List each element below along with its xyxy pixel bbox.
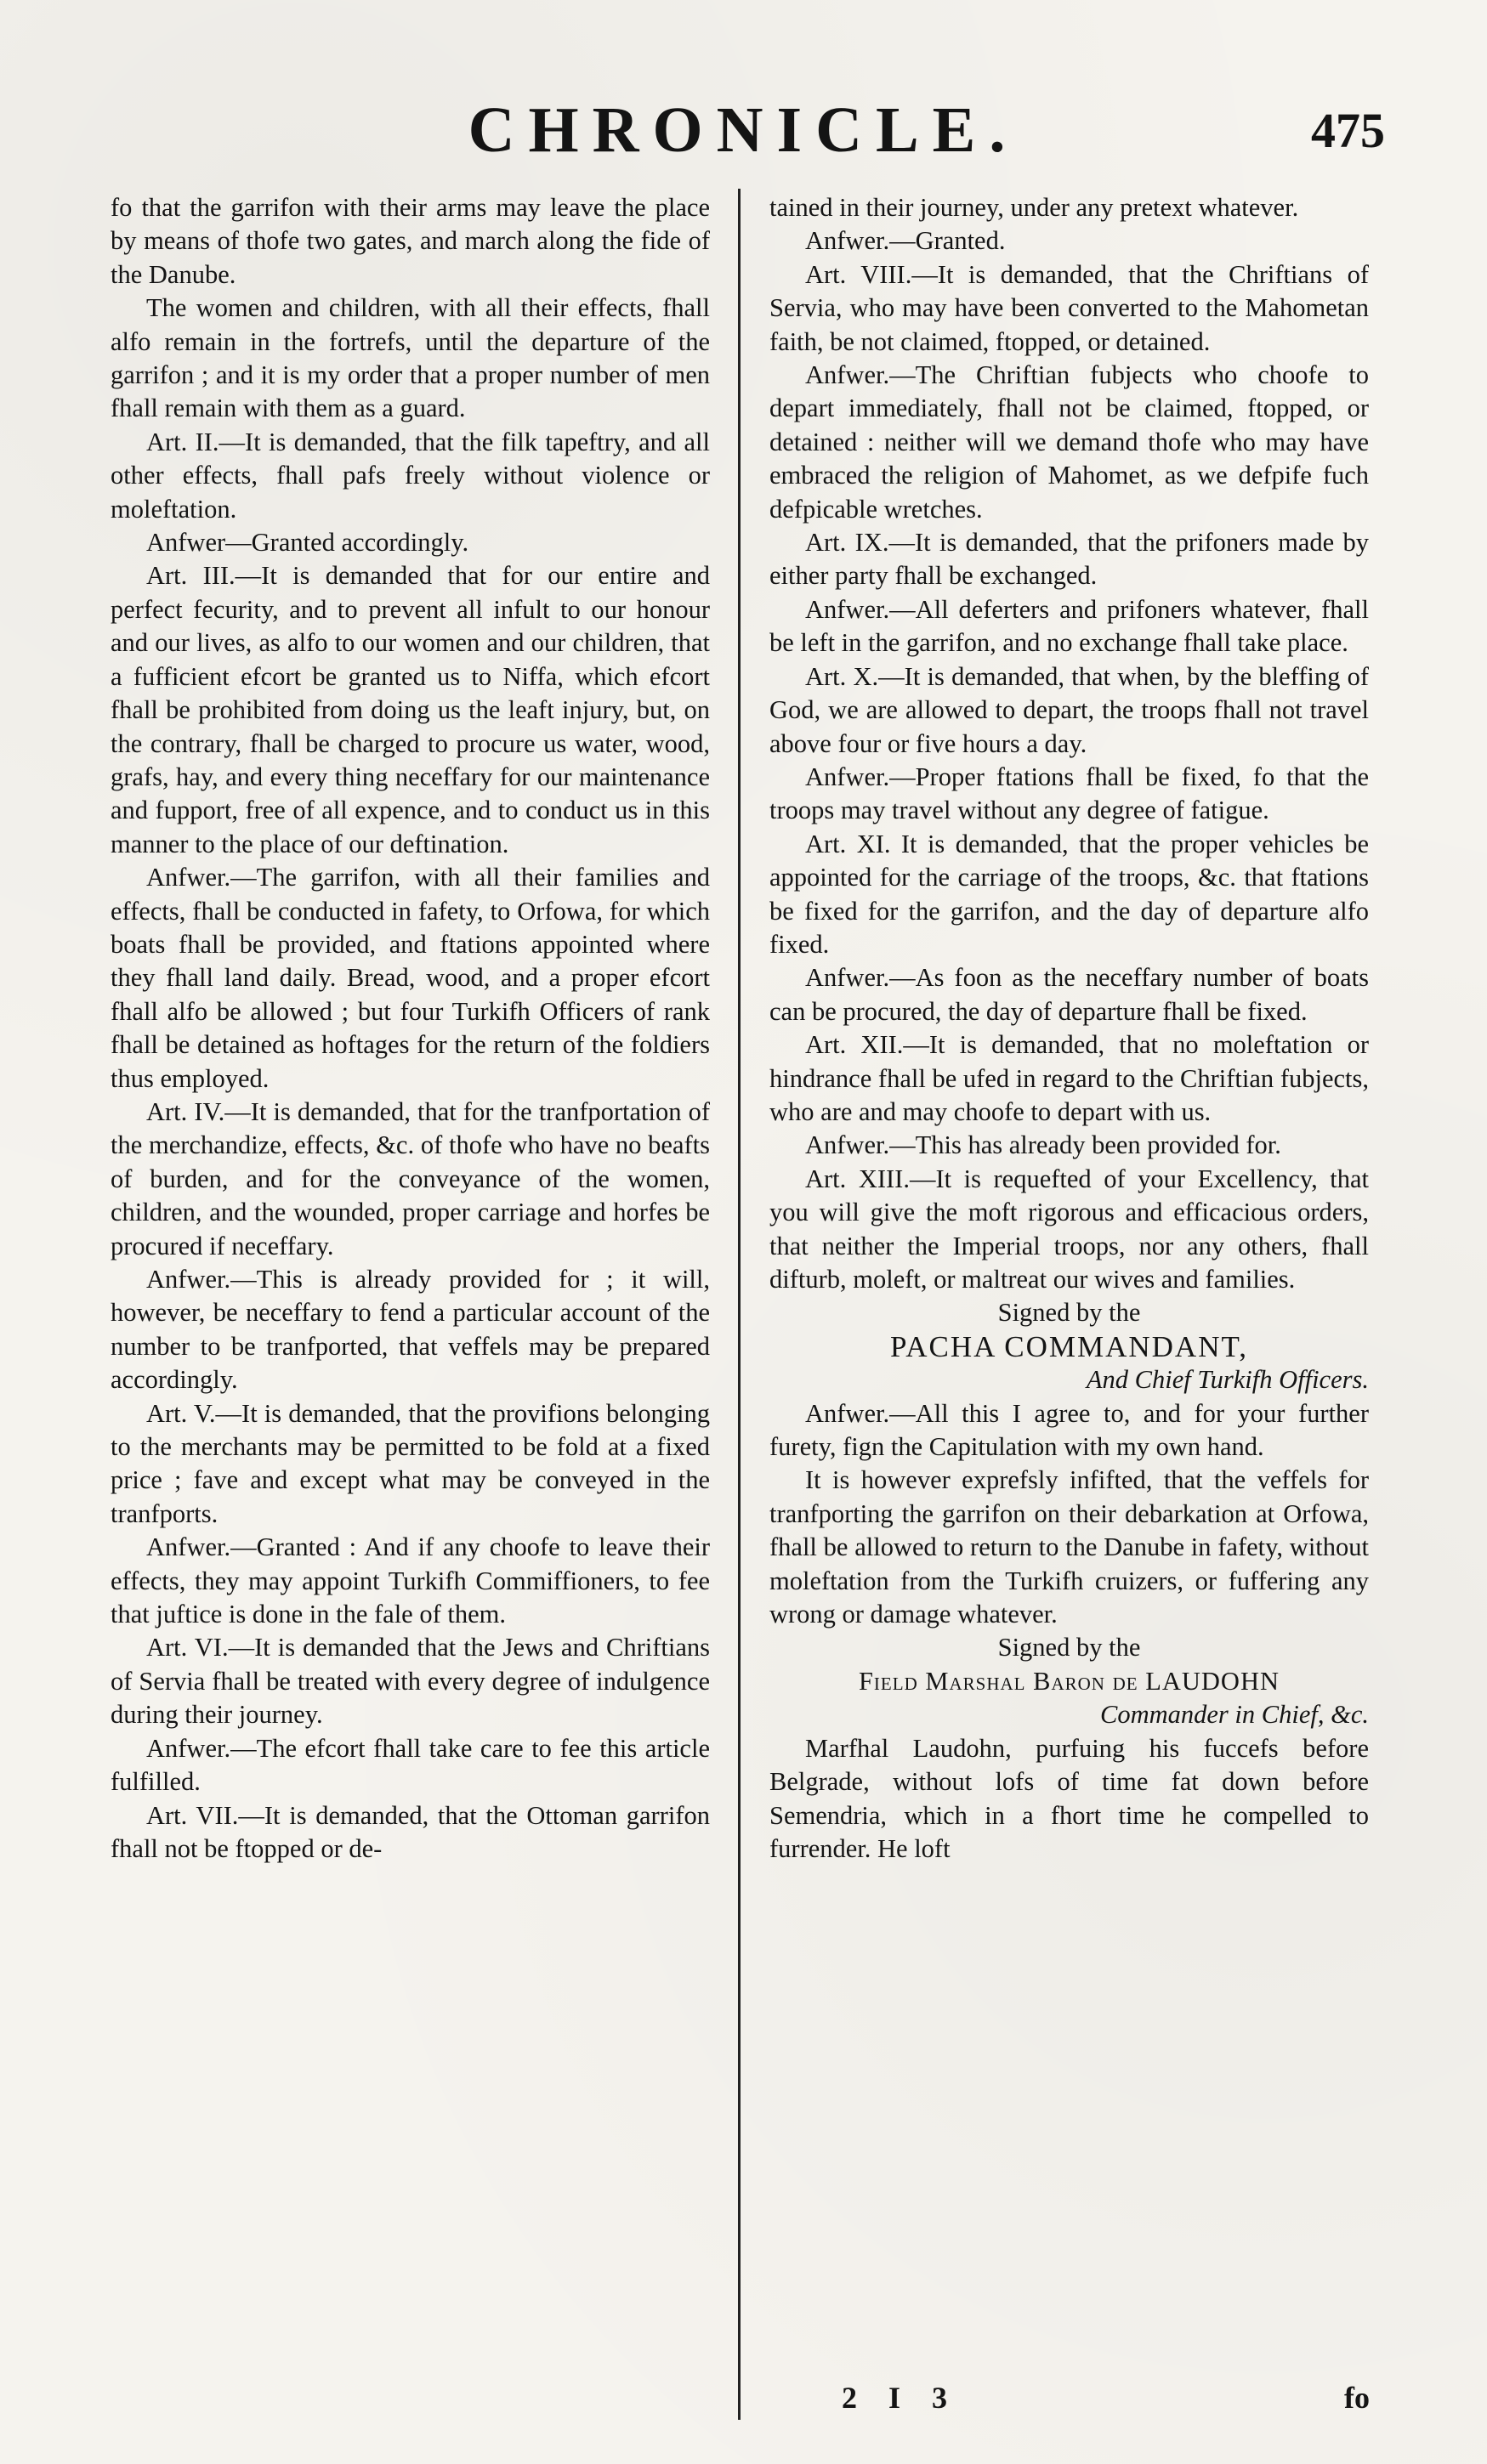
answer-paragraph: Anfwer.—Proper ftations fhall be fixed, fo that the troops may travel without any degree of fatigue. bbox=[769, 762, 1369, 825]
running-title: CHRONICLE. bbox=[468, 94, 1019, 166]
paragraph: tained in their journey, under any pretext whatever. bbox=[769, 193, 1299, 222]
signatory-title: Field Marshal Baron de LAUDOHN bbox=[858, 1666, 1280, 1696]
answer-paragraph: Anfwer.—The garrifon, with all their families and effects, fhall be conducted in fafety, to Orfowa, for which boats fhall be provided, and ftations appointed where they fhall land daily. Bread, wood, and a proper efcort fhall alfo be allowed ; but four Turkifh Officers of rank fhall be detained as hoftages for the return of the foldiers thus employed. bbox=[111, 863, 710, 1093]
article-paragraph: Art. X.—It is demanded, that when, by the bleffing of God, we are allowed to depart, the troops fhall not travel above four or five hours a day. bbox=[769, 661, 1369, 758]
article-paragraph: Art. III.—It is demanded that for our entire and perfect fecurity, and to prevent all infult to our honour and our lives, as alfo to our women and our children, that a fufficient efcort be granted us to Niffa, which efcort fhall be prohibited from doing us the leaft injury, but, on the contrary, fhall be charged to procure us water, wood, grafs, hay, and every thing neceffary for our maintenance and fupport, free of all expence, and to conduct us in this manner to the place of our deftination. bbox=[111, 561, 710, 858]
signatory-title: PACHA COMMANDANT, bbox=[889, 1329, 1249, 1363]
paragraph: Marfhal Laudohn, purfuing his fuccefs before Belgrade, without lofs of time fat down before Semendria, which in a fhort time he compelled to furrender. He loft bbox=[769, 1733, 1369, 1863]
column-divider bbox=[738, 189, 741, 2420]
article-paragraph: Art. XI. It is demanded, that the proper vehicles be appointed for the carriage of the troops, &c. that ftations be fixed for the garrifon, and the day of departure alfo fixed. bbox=[769, 829, 1369, 959]
answer-paragraph: Anfwer.—The efcort fhall take care to fee this article fulfilled. bbox=[111, 1733, 710, 1797]
article-paragraph: Art. II.—It is demanded, that the filk tapeftry, and all other effects, fhall pafs freely without violence or moleftation. bbox=[111, 427, 710, 524]
article-paragraph: Art. IX.—It is demanded, that the prifoners made by either party fhall be exchanged. bbox=[769, 528, 1369, 591]
signature-mark: 2 I 3 bbox=[842, 2381, 960, 2415]
signature-intro: Signed by the bbox=[997, 1633, 1141, 1662]
answer-paragraph: Anfwer.—This has already been provided for. bbox=[805, 1130, 1281, 1160]
article-paragraph: Art. XII.—It is demanded, that no moleftation or hindrance fhall be ufed in regard to the Chriftian fubjects, who are and may choofe to depart with us. bbox=[769, 1030, 1369, 1126]
signature-intro: Signed by the bbox=[997, 1298, 1141, 1328]
article-paragraph: Art. VIII.—It is demanded, that the Chriftians of Servia, who may have been converted to the Mahometan faith, be not claimed, ftopped, or detained. bbox=[769, 259, 1369, 356]
article-paragraph: Art. V.—It is demanded, that the provifions belonging to the merchants may be permitted to be fold at a fixed price ; fave and except what may be conveyed in the tranfports. bbox=[111, 1398, 710, 1528]
page-header bbox=[102, 93, 1385, 170]
answer-paragraph: Anfwer.—Granted : And if any choofe to leave their effects, they may appoint Turkifh Commiffioners, to fee that juftice is done in the fale of them. bbox=[111, 1532, 710, 1629]
article-paragraph: Art. VII.—It is demanded, that the Ottoman garrifon fhall not be ftopped or de- bbox=[111, 1800, 710, 1863]
signatory-subtitle: And Chief Turkifh Officers. bbox=[1086, 1365, 1369, 1395]
answer-paragraph: Anfwer.—This is already provided for ; it will, however, be neceffary to fend a particular account of the number to be tranfported, that veffels may be prepared accordingly. bbox=[111, 1265, 710, 1395]
paragraph: The women and children, with all their effects, fhall alfo remain in the fortrefs, until the departure of the garrifon ; and it is my order that a proper number of men fhall remain with them as a guard. bbox=[111, 293, 710, 423]
left-column bbox=[111, 191, 710, 2367]
article-paragraph: Art. VI.—It is demanded that the Jews and Chriftians of Servia fhall be treated with every degree of indulgence during their journey. bbox=[111, 1633, 710, 1730]
catchword: fo bbox=[1344, 2381, 1370, 2415]
article-paragraph: Art. XIII.—It is requefted of your Excellency, that you will give the moft rigorous and efficacious orders, that neither the Imperial troops, nor any others, fhall difturb, moleft, or maltreat our wives and families. bbox=[769, 1164, 1369, 1294]
answer-paragraph: Anfwer.—As foon as the neceffary number of boats can be procured, the day of departure fhall be fixed. bbox=[769, 963, 1369, 1026]
right-column bbox=[769, 191, 1369, 2367]
paragraph: fo that the garrifon with their arms may leave the place by means of thofe two gates, and march along the fide of the Danube. bbox=[111, 193, 710, 289]
answer-paragraph: Anfwer.—The Chriftian fubjects who choofe to depart immediately, fhall not be claimed, ftopped, or detained : neither will we demand thofe who may have embraced the religion of Mahomet, as we defpife fuch defpicable wretches. bbox=[769, 360, 1369, 524]
signatory-subtitle: Commander in Chief, &c. bbox=[1100, 1700, 1369, 1730]
page-number: 475 bbox=[1311, 103, 1385, 158]
answer-paragraph: Anfwer—Granted accordingly. bbox=[146, 528, 469, 558]
answer-paragraph: Anfwer.—All deferters and prifoners whatever, fhall be left in the garrifon, and no exchange fhall take place. bbox=[769, 594, 1369, 658]
answer-paragraph: Anfwer.—All this I agree to, and for your further furety, fign the Capitulation with my own hand. bbox=[769, 1398, 1369, 1462]
answer-paragraph: Anfwer.—Granted. bbox=[805, 226, 1006, 256]
article-paragraph: Art. IV.—It is demanded, that for the tranfportation of the merchandize, effects, &c. of thofe who have no beafts of burden, and for the conveyance of the women, children, and the wounded, proper carriage and horfes be procured if neceffary. bbox=[111, 1096, 710, 1260]
paragraph: It is however exprefsly infifted, that the veffels for tranfporting the garrifon on their debarkation at Orfowa, fhall be allowed to return to the Danube in fafety, without moleftation from the Turkifh cruizers, or fuffering any wrong or damage whatever. bbox=[769, 1465, 1369, 1629]
